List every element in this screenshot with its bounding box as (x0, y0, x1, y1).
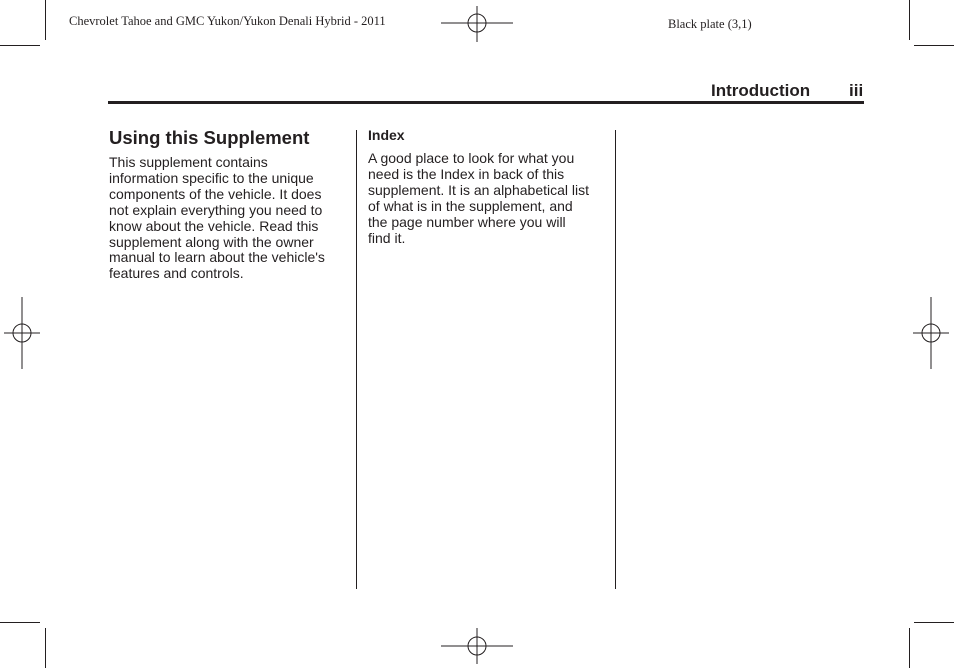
paragraph-line: need is the Index in back of this (368, 165, 565, 182)
running-head-page-number: iii (849, 81, 864, 100)
column-divider (356, 130, 357, 589)
paragraph-line: information specific to the unique (109, 169, 314, 186)
paragraph-line: supplement along with the owner (109, 233, 314, 250)
paragraph-line: A good place to look for what you (368, 150, 575, 166)
crop-mark-tl-horizontal (0, 45, 40, 46)
crop-mark-tl-vertical (45, 0, 46, 40)
paragraph-line: features and controls. (109, 265, 244, 282)
paragraph-line: know about the vehicle. Read this (109, 217, 319, 234)
registration-mark-top-icon (441, 6, 513, 42)
paragraph-line: find it. (368, 229, 406, 246)
paragraph-line: manual to learn about the vehicle's (109, 249, 325, 266)
crop-mark-tr-horizontal (914, 45, 954, 46)
print-header-title: Chevrolet Tahoe and GMC Yukon/Yukon Denali Hybrid - 2011 (69, 14, 386, 28)
registration-mark-right-icon (913, 297, 949, 369)
print-header-plate: Black plate (3,1) (668, 17, 752, 31)
paragraph-line: the page number where you will (368, 213, 566, 230)
crop-mark-bl-horizontal (0, 622, 40, 623)
column-divider (615, 130, 616, 589)
crop-mark-bl-vertical (45, 628, 46, 668)
paragraph-line: not explain everything you need to (109, 201, 323, 218)
crop-mark-tr-vertical (909, 0, 910, 40)
paragraph-line: supplement. It is an alphabetical list (368, 181, 590, 198)
registration-mark-bottom-icon (441, 628, 513, 664)
crop-mark-br-vertical (909, 628, 910, 668)
running-head-section: Introduction (711, 81, 811, 100)
crop-mark-br-horizontal (914, 622, 954, 623)
paragraph-line: This supplement contains (109, 154, 268, 170)
paragraph-line: of what is in the supplement, and (368, 197, 573, 214)
registration-mark-left-icon (4, 297, 40, 369)
page-title: Using this Supplement (109, 127, 310, 148)
index-paragraph (368, 151, 589, 246)
section-heading-index: Index (368, 127, 405, 143)
header-rule (108, 101, 864, 104)
intro-paragraph (109, 155, 325, 282)
paragraph-line: components of the vehicle. It does (109, 185, 322, 202)
